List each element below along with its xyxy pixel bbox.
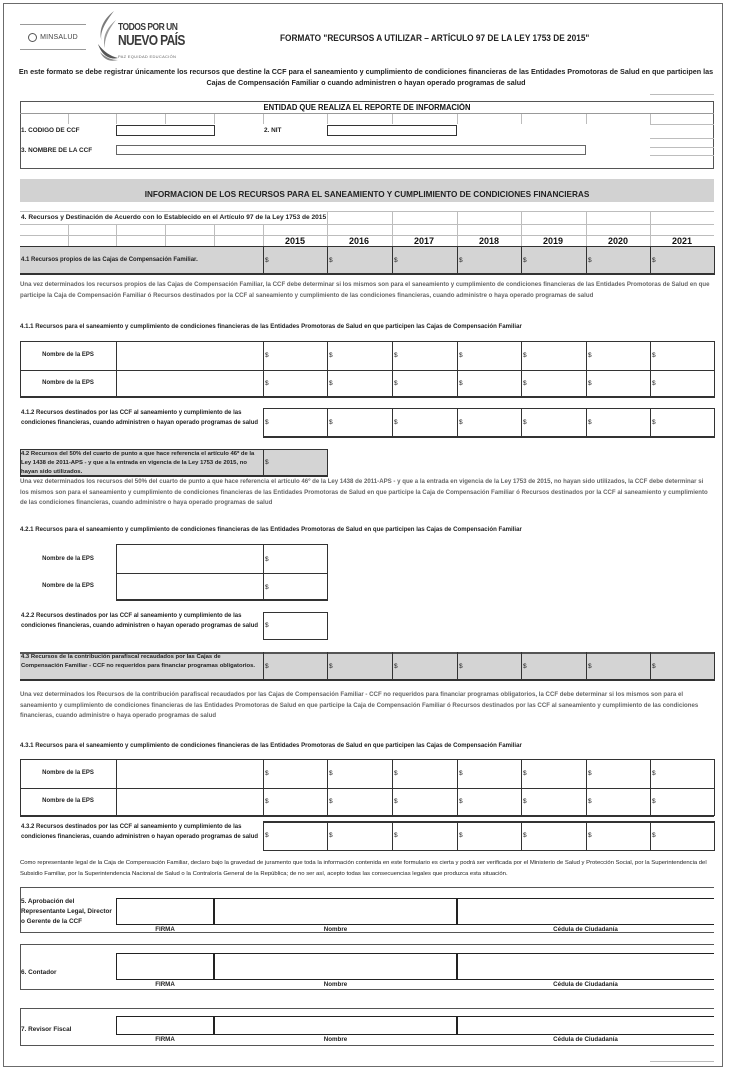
cell-divider <box>521 759 522 816</box>
cell-divider <box>327 341 328 398</box>
value-4-1-2-2017[interactable]: $ <box>394 419 398 426</box>
revisor-cedula-caption: Cédula de Ciudadanía <box>553 1036 618 1043</box>
eps-value-4-1-1-2015[interactable]: $ <box>265 352 269 359</box>
contador-firma-field[interactable] <box>116 953 214 980</box>
grid-line <box>214 224 215 246</box>
value-4-3-2016[interactable]: $ <box>329 662 333 670</box>
eps-name-label: Nombre de la EPS <box>42 583 94 589</box>
cell-divider <box>392 408 393 438</box>
cell-divider <box>650 341 651 398</box>
cell-divider <box>714 246 715 275</box>
eps-value-4-3-1-2016[interactable]: $ <box>329 798 333 805</box>
value-4-1-2-2021[interactable]: $ <box>652 419 656 426</box>
cell-divider <box>457 246 458 275</box>
cell-divider <box>714 408 715 438</box>
cell-divider <box>586 652 587 681</box>
grid-tick <box>263 114 264 124</box>
subsection-4-1-2: 4.1.2 Recursos destinados por las CCF al saneamiento y cumplimiento de las condiciones financieras, cuando administren o hayan operado programas de salud <box>21 410 259 426</box>
cell-divider <box>392 821 393 851</box>
grid-line <box>457 211 458 224</box>
logo-tagline: PAZ EQUIDAD EDUCACIÓN <box>118 54 177 59</box>
eps-value-4-1-1-2018[interactable]: $ <box>459 352 463 359</box>
cell-divider <box>392 759 393 816</box>
eps-value-4-3-1-2018[interactable]: $ <box>459 770 463 777</box>
eps-name-input[interactable] <box>117 545 262 572</box>
eps-name-input[interactable] <box>117 370 262 397</box>
value-4-3-2-2016[interactable]: $ <box>329 832 333 839</box>
value-4-2-2[interactable]: $ <box>265 622 269 629</box>
codigo-ccf-input[interactable] <box>116 125 215 136</box>
grid-tick <box>521 114 522 124</box>
form-title: FORMATO "RECURSOS A UTILIZAR – ARTÍCULO 97 DE LA LEY 1753 DE 2015" <box>280 33 590 43</box>
grid-line <box>650 147 714 148</box>
eps-value-cell[interactable]: $ <box>265 584 269 591</box>
value-4-1-2019[interactable]: $ <box>523 256 527 264</box>
eps-name-label: Nombre de la EPS <box>42 380 94 386</box>
cell-divider <box>392 341 393 398</box>
row-4-1-label: 4.1 Recursos propios de las Cajas de Compensación Familiar. <box>21 257 198 263</box>
grid-line <box>327 211 328 224</box>
cell-divider <box>650 652 651 681</box>
eps-name-label: Nombre de la EPS <box>42 556 94 562</box>
legal-rep-cedula-field[interactable] <box>457 898 714 925</box>
revisor-nombre-caption: Nombre <box>323 1036 348 1043</box>
cell-divider <box>263 449 264 477</box>
cell-divider <box>327 246 328 275</box>
codigo-ccf-label: 1. CODIGO DE CCF <box>21 127 80 134</box>
cell-divider <box>327 408 328 438</box>
grid-tick <box>586 114 587 124</box>
swoosh-icon <box>96 10 118 62</box>
value-4-1-2021[interactable]: $ <box>652 256 656 264</box>
cell-divider <box>650 759 651 816</box>
legal-rep-firma-caption: FIRMA <box>155 926 175 933</box>
cell-divider <box>457 759 458 816</box>
grid-line <box>586 211 587 224</box>
value-4-3-2-2019[interactable]: $ <box>523 832 527 839</box>
cell-divider <box>327 759 328 816</box>
cell-divider <box>327 821 328 851</box>
contador-cedula-field[interactable] <box>457 953 714 980</box>
cell-divider <box>714 821 715 851</box>
eps-value-4-3-1-2020[interactable]: $ <box>588 770 592 777</box>
eps-value-4-1-1-2015[interactable]: $ <box>265 380 269 387</box>
value-4-3-2021[interactable]: $ <box>652 662 656 670</box>
cell-divider <box>392 246 393 275</box>
eps-value-cell[interactable]: $ <box>265 556 269 563</box>
eps-name-label: Nombre de la EPS <box>42 770 94 776</box>
revisor-nombre-field[interactable] <box>214 1016 457 1035</box>
cell-divider <box>586 408 587 438</box>
contador-nombre-field[interactable] <box>214 953 457 980</box>
eps-value-4-3-1-2016[interactable]: $ <box>329 770 333 777</box>
subsection-4-3-1: 4.3.1 Recursos para el saneamiento y cumplimiento de condiciones financieras de las Entidades Promotoras de Salud en que participen las Cajas de Compensación Familiar <box>20 742 522 749</box>
eps-value-4-1-1-2017[interactable]: $ <box>394 352 398 359</box>
minsalud-logo <box>20 24 86 50</box>
eps-name-label: Nombre de la EPS <box>42 798 94 804</box>
value-4-1-2-2015[interactable]: $ <box>265 419 269 426</box>
value-4-1-2-2020[interactable]: $ <box>588 419 592 426</box>
eps-value-4-3-1-2019[interactable]: $ <box>523 798 527 805</box>
grid-line <box>20 224 714 225</box>
year-header-2020: 2020 <box>607 236 629 246</box>
cell-divider <box>650 821 651 851</box>
cell-divider <box>650 408 651 438</box>
value-4-1-2015[interactable]: $ <box>265 256 269 264</box>
subsection-4-2-2: 4.2.2 Recursos destinados por las CCF al saneamiento y cumplimiento de las condiciones financieras, cuando administren o hayan operado programas de salud <box>21 613 259 629</box>
eps-value-4-1-1-2016[interactable]: $ <box>329 352 333 359</box>
year-header-2017: 2017 <box>413 236 435 246</box>
year-header-2018: 2018 <box>478 236 500 246</box>
cell-divider <box>457 341 458 398</box>
eps-value-4-1-1-2020[interactable]: $ <box>588 380 592 387</box>
eps-value-4-3-1-2015[interactable]: $ <box>265 798 269 805</box>
decorative-line <box>650 1061 714 1062</box>
eps-value-4-1-1-2021[interactable]: $ <box>652 352 656 359</box>
eps-value-4-3-1-2018[interactable]: $ <box>459 798 463 805</box>
note-4-3: Una vez determinados los Recursos de la contribución parafiscal recaudados por las Cajas de Compensación Familiar - CCF no requeridos para financiar programas obligatorios, la CCF debe determinar si los mismos son para el saneamiento y cumplimiento de condiciones financieras de las Entidades Promotoras de Salud en que participe la Caja de Compensación Familiar ó Recursos destinados por las CCF al saneamiento y cumplimiento de las condiciones financieras, cuando administre o haya operado programas de salud <box>20 691 699 719</box>
eps-name-input[interactable] <box>117 760 262 787</box>
eps-name-label: Nombre de la EPS <box>42 352 94 358</box>
contador-cedula-caption: Cédula de Ciudadanía <box>553 981 618 988</box>
value-4-1-2017[interactable]: $ <box>394 256 398 264</box>
year-header-2015: 2015 <box>284 236 306 246</box>
cell-divider <box>714 341 715 398</box>
row-4-3-label: 4.3 Recursos de la contribución parafiscal recaudados por las Cajas de Compensación Familiar - CCF no requeridos para financiar programas obligatorios. <box>21 654 256 669</box>
grid-line <box>521 211 522 224</box>
cell-divider <box>586 246 587 275</box>
value-4-1-2016[interactable]: $ <box>329 256 333 264</box>
cell-divider <box>327 652 328 681</box>
note-4-1: Una vez determinados los recursos propios de las Cajas de Compensación Familiar, la CCF debe determinar si los mismos son para el saneamiento y cumplimiento de condiciones financieras de las Entidades Promotoras de Salud en que participe la Caja de Compensación Familiar ó Recursos destinados por la CCF al saneamiento y cumplimiento de las condiciones financieras, cuando administre o haya operado programas de salud <box>20 281 710 299</box>
contador-nombre-caption: Nombre <box>323 981 348 988</box>
cell-divider <box>521 821 522 851</box>
intro-text: En este formato se debe registrar únicamente los recursos que destine la CCF para el saneamiento y cumplimiento de condiciones financieras de las Entidades Promotoras de Salud en que participen las Cajas de Compensación Familiar o cuando administren o hayan operado programas de salud <box>18 67 714 87</box>
contador-firma-caption: FIRMA <box>155 981 175 988</box>
value-4-1-2-2016[interactable]: $ <box>329 419 333 426</box>
nit-input[interactable] <box>327 125 457 136</box>
eps-value-4-3-1-2015[interactable]: $ <box>265 770 269 777</box>
value-4-3-2018[interactable]: $ <box>459 662 463 670</box>
value-4-1-2-2019[interactable]: $ <box>523 419 527 426</box>
value-4-1-2018[interactable]: $ <box>459 256 463 264</box>
grid-tick <box>116 114 117 124</box>
legal-declaration: Como representante legal de la Caja de Compensación Familiar, declaro bajo la gravedad de juramento que toda la información contenida en este formulario es cierta y podrá ser verificada por el Ministerio de Salud y Protección Social, por la Superintendencia del Subsidio Familiar, por la Superintendencia Nacional de Salud o la Contraloría General de la República; de no ser así, acepto todas las consecuencias legales que produzca esta situación. <box>20 860 707 877</box>
legal-rep-nombre-field[interactable] <box>214 898 457 925</box>
value-4-3-2-2018[interactable]: $ <box>459 832 463 839</box>
grid-line <box>650 124 714 125</box>
minsalud-logo-text: MINSALUD <box>40 33 78 41</box>
cell-divider <box>714 652 715 681</box>
logo-line1: TODOS POR UN <box>118 22 178 33</box>
year-header-2019: 2019 <box>542 236 564 246</box>
cell-divider <box>586 759 587 816</box>
nit-label: 2. NIT <box>264 127 282 134</box>
nombre-ccf-input[interactable] <box>116 145 586 155</box>
eps-value-4-1-1-2019[interactable]: $ <box>523 380 527 387</box>
grid-tick <box>68 114 69 124</box>
eps-value-4-3-1-2019[interactable]: $ <box>523 770 527 777</box>
subsection-4-2-1: 4.2.1 Recursos para el saneamiento y cumplimiento de condiciones financieras de las Entidades Promotoras de Salud en que participen las Cajas de Compensación Familiar <box>20 526 522 533</box>
eps-value-4-1-1-2017[interactable]: $ <box>394 380 398 387</box>
cell-divider <box>263 408 264 438</box>
subsection-4-3-2: 4.3.2 Recursos destinados por las CCF al saneamiento y cumplimiento de las condiciones financieras, cuando administren o hayan operado programas de salud <box>21 824 259 840</box>
cell-divider <box>392 652 393 681</box>
revisor-firma-caption: FIRMA <box>155 1036 175 1043</box>
cell-divider <box>457 652 458 681</box>
row-4-2-label: 4.2 Recursos del 50% del cuarto de punto a que hace referencia el artículo 46º de la Ley 1438 de 2011-APS - y que a la entrada en vigencia de la Ley 1753 de 2015, no hayan sido utilizados. <box>21 451 255 475</box>
eps-value-4-1-1-2016[interactable]: $ <box>329 380 333 387</box>
legal-rep-label: 5. Aprobación del Representante Legal, Director o Gerente de la CCF <box>21 898 112 925</box>
value-4-3-2019[interactable]: $ <box>523 662 527 670</box>
value-4-3-2017[interactable]: $ <box>394 662 398 670</box>
cell-divider <box>263 341 264 398</box>
section4-title: 4. Recursos y Destinación de Acuerdo con lo Establecido en el Artículo 97 de la Ley 1753 de 2015 <box>21 214 327 221</box>
grid-line <box>116 224 117 246</box>
eps-value-4-3-1-2017[interactable]: $ <box>394 770 398 777</box>
revisor-cedula-field[interactable] <box>457 1016 714 1035</box>
subsection-4-1-1: 4.1.1 Recursos para el saneamiento y cumplimiento de condiciones financieras de las Entidades Promotoras de Salud en que participen las Cajas de Compensación Familiar <box>20 323 522 330</box>
cell-divider <box>457 821 458 851</box>
cell-divider <box>521 246 522 275</box>
cell-divider <box>521 408 522 438</box>
coat-of-arms-icon <box>28 33 37 42</box>
eps-value-4-3-1-2020[interactable]: $ <box>588 798 592 805</box>
eps-name-input[interactable] <box>117 788 262 815</box>
revisor-firma-field[interactable] <box>116 1016 214 1035</box>
eps-value-4-3-1-2021[interactable]: $ <box>652 798 656 805</box>
value-4-3-2-2015[interactable]: $ <box>265 832 269 839</box>
eps-value-4-1-1-2018[interactable]: $ <box>459 380 463 387</box>
gobierno-logo <box>96 8 185 64</box>
cell-divider <box>586 821 587 851</box>
legal-rep-nombre-caption: Nombre <box>323 926 348 933</box>
note-4-2: Una vez determinados los recursos del 50% del cuarto de punto a que hace referencia el artículo 46º de la Ley 1438 de 2011-APS - y que a la entrada en vigencia de la Ley 1753 de 2015, no hayan sido utilizados, la CCF debe determinar si los mismos son para el saneamiento y cumplimiento de condiciones financieras de las Entidades Promotoras de Salud en que participe la Caja de Compensación Familiar ó Recursos destinados por la CCF al saneamiento y cumplimiento de las condiciones financieras, cuando administre o haya operado programas de salud <box>20 478 708 506</box>
cell-divider <box>650 246 651 275</box>
grid-line <box>68 224 69 246</box>
cell-divider <box>521 652 522 681</box>
value-4-3-2020[interactable]: $ <box>588 662 592 670</box>
cell-divider <box>714 759 715 816</box>
grid-tick <box>650 114 651 124</box>
grid-tick <box>214 114 215 124</box>
cell-divider <box>263 759 264 816</box>
eps-value-4-1-1-2021[interactable]: $ <box>652 380 656 387</box>
eps-value-4-1-1-2020[interactable]: $ <box>588 352 592 359</box>
year-header-2021: 2021 <box>671 236 693 246</box>
grid-line <box>20 211 714 212</box>
table-4-2-2 <box>263 612 328 640</box>
eps-value-4-3-1-2021[interactable]: $ <box>652 770 656 777</box>
cell-divider <box>457 408 458 438</box>
cell-divider <box>263 246 264 275</box>
grid-tick <box>327 114 328 124</box>
eps-value-4-1-1-2019[interactable]: $ <box>523 352 527 359</box>
grid-line <box>392 211 393 224</box>
value-4-3-2-2020[interactable]: $ <box>588 832 592 839</box>
cell-divider <box>263 652 264 681</box>
legal-rep-cedula-caption: Cédula de Ciudadanía <box>553 926 618 933</box>
row-4-2-value[interactable]: $ <box>265 459 269 466</box>
grid-tick <box>392 114 393 124</box>
entity-section-title: ENTIDAD QUE REALIZA EL REPORTE DE INFORMACIÓN <box>263 103 471 112</box>
grid-line <box>650 138 714 139</box>
value-4-3-2015[interactable]: $ <box>265 662 269 670</box>
value-4-3-2-2021[interactable]: $ <box>652 832 656 839</box>
nombre-ccf-label: 3. NOMBRE DE LA CCF <box>21 147 93 154</box>
cell-divider <box>521 341 522 398</box>
decorative-line <box>650 94 714 95</box>
grid-line <box>165 224 166 246</box>
resources-band-title: INFORMACION DE LOS RECURSOS PARA EL SANEAMIENTO Y CUMPLIMIENTO DE CONDICIONES FINANCIERAS <box>144 190 590 199</box>
grid-line <box>650 155 714 156</box>
legal-rep-firma-field[interactable] <box>116 898 214 925</box>
eps-name-input[interactable] <box>117 573 262 600</box>
contador-label: 6. Contador <box>21 969 57 976</box>
grid-tick <box>165 114 166 124</box>
grid-line <box>650 211 651 224</box>
eps-value-4-3-1-2017[interactable]: $ <box>394 798 398 805</box>
year-header-2016: 2016 <box>348 236 370 246</box>
logo-line2: NUEVO PAÍS <box>118 32 185 49</box>
eps-name-input[interactable] <box>117 342 262 369</box>
value-4-3-2-2017[interactable]: $ <box>394 832 398 839</box>
cell-divider <box>586 341 587 398</box>
value-4-1-2020[interactable]: $ <box>588 256 592 264</box>
value-4-1-2-2018[interactable]: $ <box>459 419 463 426</box>
revisor-label: 7. Revisor Fiscal <box>21 1026 72 1033</box>
cell-divider <box>263 821 264 851</box>
grid-tick <box>457 114 458 124</box>
